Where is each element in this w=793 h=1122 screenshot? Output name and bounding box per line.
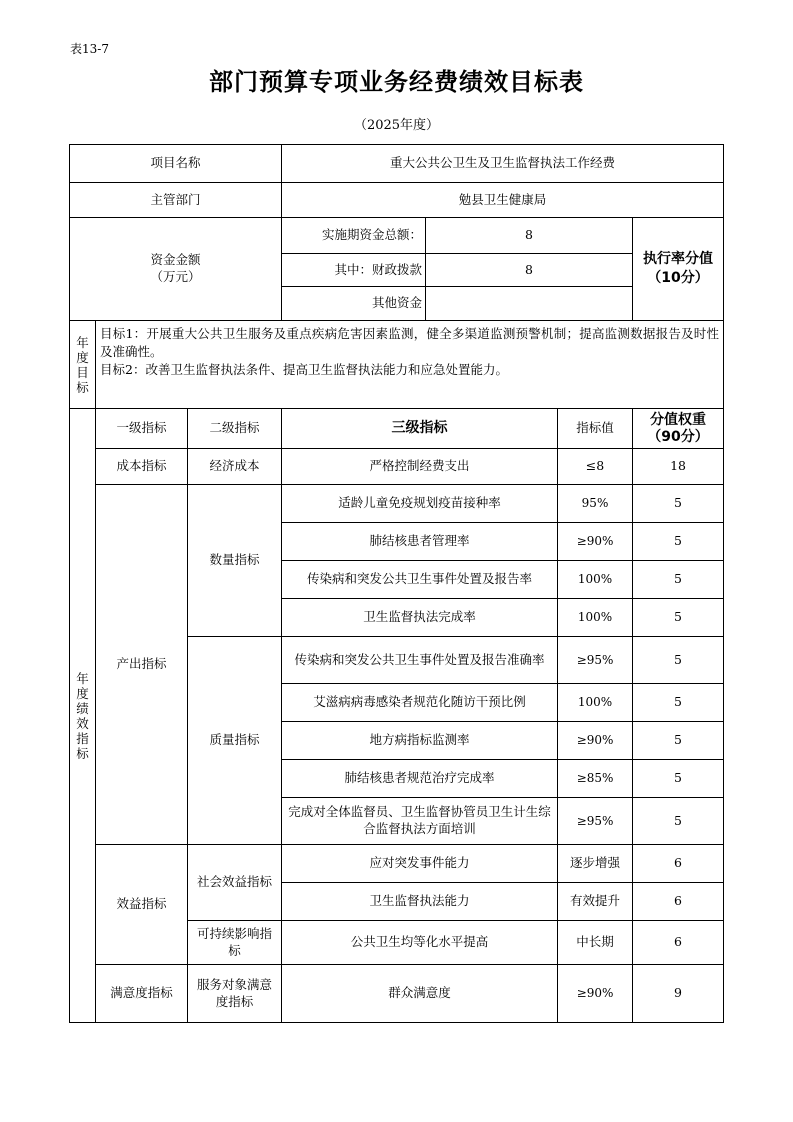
quality-level3: 传染病和突发公共卫生事件处置及报告准确率 bbox=[282, 637, 558, 684]
page-title: 部门预算专项业务经费绩效目标表 bbox=[209, 68, 584, 96]
sustain-level2: 可持续影响指标 bbox=[188, 921, 282, 965]
quality-value: 100% bbox=[558, 684, 633, 722]
project-name-value: 重大公共公卫生及卫生监督执法工作经费 bbox=[282, 145, 724, 183]
quality-level3: 地方病指标监测率 bbox=[282, 722, 558, 760]
cost-level1: 成本指标 bbox=[96, 449, 188, 485]
quality-level3: 完成对全体监督员、卫生监督协管员卫生计生综合监督执法方面培训 bbox=[282, 798, 558, 845]
quality-level3: 肺结核患者规范治疗完成率 bbox=[282, 760, 558, 798]
satisfaction-level1: 满意度指标 bbox=[96, 965, 188, 1023]
table-row bbox=[70, 449, 724, 485]
social-level3: 应对突发事件能力 bbox=[282, 845, 558, 883]
quality-value: ≥95% bbox=[558, 798, 633, 845]
performance-target-table bbox=[69, 144, 724, 1023]
quantity-level2: 数量指标 bbox=[188, 485, 282, 637]
annual-goals-label bbox=[70, 321, 96, 409]
sustain-value: 中长期 bbox=[558, 921, 633, 965]
funds-total-label: 实施期资金总额： bbox=[282, 218, 426, 254]
quantity-level3: 肺结核患者管理率 bbox=[282, 523, 558, 561]
execution-rate-score: 执行率分值 （10分） bbox=[633, 218, 724, 321]
table-row bbox=[70, 845, 724, 883]
cost-value: ≤8 bbox=[558, 449, 633, 485]
indicator-header-row bbox=[70, 409, 724, 449]
satisfaction-level2: 服务对象满意度指标 bbox=[188, 965, 282, 1023]
table-number: 表13-7 bbox=[70, 42, 109, 56]
funds-fiscal-label: 其中：财政拨款 bbox=[282, 254, 426, 287]
cost-level3: 严格控制经费支出 bbox=[282, 449, 558, 485]
quality-weight: 5 bbox=[633, 760, 724, 798]
quality-weight: 5 bbox=[633, 637, 724, 684]
funds-other-value bbox=[426, 287, 633, 321]
header-value: 指标值 bbox=[558, 409, 633, 449]
header-weight: 分值权重 （90分） bbox=[633, 409, 724, 449]
quantity-value: ≥90% bbox=[558, 523, 633, 561]
quality-weight: 5 bbox=[633, 798, 724, 845]
quantity-value: 100% bbox=[558, 599, 633, 637]
quantity-weight: 5 bbox=[633, 599, 724, 637]
project-name-row bbox=[70, 145, 724, 183]
output-level1: 产出指标 bbox=[96, 485, 188, 845]
quantity-weight: 5 bbox=[633, 561, 724, 599]
sustain-weight: 6 bbox=[633, 921, 724, 965]
social-level3: 卫生监督执法能力 bbox=[282, 883, 558, 921]
annual-goals-row bbox=[70, 321, 724, 409]
goal-2: 目标2：改善卫生监督执法条件、提高卫生监督执法能力和应急处置能力。 bbox=[100, 362, 508, 378]
performance-indicators-label-text: 年度绩效指标 bbox=[76, 670, 89, 761]
quantity-value: 95% bbox=[558, 485, 633, 523]
quality-level2: 质量指标 bbox=[188, 637, 282, 845]
funds-amount-label: 资金金额 （万元） bbox=[70, 218, 282, 321]
table-row bbox=[70, 485, 724, 523]
quality-value: ≥85% bbox=[558, 760, 633, 798]
department-row bbox=[70, 183, 724, 218]
quality-value: ≥90% bbox=[558, 722, 633, 760]
goal-1: 目标1：开展重大公共卫生服务及重点疾病危害因素监测，健全多渠道监测预警机制；提高监测数据报告及时性及准确性。 bbox=[100, 326, 720, 360]
quantity-level3: 适龄儿童免疫规划疫苗接种率 bbox=[282, 485, 558, 523]
annual-goals-label-text: 年度目标 bbox=[76, 334, 89, 395]
quality-value: ≥95% bbox=[558, 637, 633, 684]
performance-indicators-label bbox=[70, 409, 96, 1023]
social-weight: 6 bbox=[633, 883, 724, 921]
quality-weight: 5 bbox=[633, 722, 724, 760]
annual-goals-content bbox=[96, 321, 724, 409]
cost-weight: 18 bbox=[633, 449, 724, 485]
budget-year: （2025年度） bbox=[353, 118, 440, 133]
quality-weight: 5 bbox=[633, 684, 724, 722]
funds-fiscal-value: 8 bbox=[426, 254, 633, 287]
satisfaction-value: ≥90% bbox=[558, 965, 633, 1023]
quantity-level3: 卫生监督执法完成率 bbox=[282, 599, 558, 637]
header-level2: 二级指标 bbox=[188, 409, 282, 449]
header-level1: 一级指标 bbox=[96, 409, 188, 449]
department-value: 勉县卫生健康局 bbox=[282, 183, 724, 218]
cost-level2: 经济成本 bbox=[188, 449, 282, 485]
funds-total-value: 8 bbox=[426, 218, 633, 254]
quality-level3: 艾滋病病毒感染者规范化随访干预比例 bbox=[282, 684, 558, 722]
benefit-level1: 效益指标 bbox=[96, 845, 188, 965]
header-level3: 三级指标 bbox=[282, 409, 558, 449]
department-label: 主管部门 bbox=[70, 183, 282, 218]
quantity-value: 100% bbox=[558, 561, 633, 599]
quantity-level3: 传染病和突发公共卫生事件处置及报告率 bbox=[282, 561, 558, 599]
social-level2: 社会效益指标 bbox=[188, 845, 282, 921]
social-weight: 6 bbox=[633, 845, 724, 883]
social-value: 有效提升 bbox=[558, 883, 633, 921]
satisfaction-level3: 群众满意度 bbox=[282, 965, 558, 1023]
quantity-weight: 5 bbox=[633, 485, 724, 523]
satisfaction-weight: 9 bbox=[633, 965, 724, 1023]
table-row bbox=[70, 965, 724, 1023]
funds-other-label: 其他资金 bbox=[282, 287, 426, 321]
quantity-weight: 5 bbox=[633, 523, 724, 561]
project-name-label: 项目名称 bbox=[70, 145, 282, 183]
funds-total-row bbox=[70, 218, 724, 254]
social-value: 逐步增强 bbox=[558, 845, 633, 883]
sustain-level3: 公共卫生均等化水平提高 bbox=[282, 921, 558, 965]
